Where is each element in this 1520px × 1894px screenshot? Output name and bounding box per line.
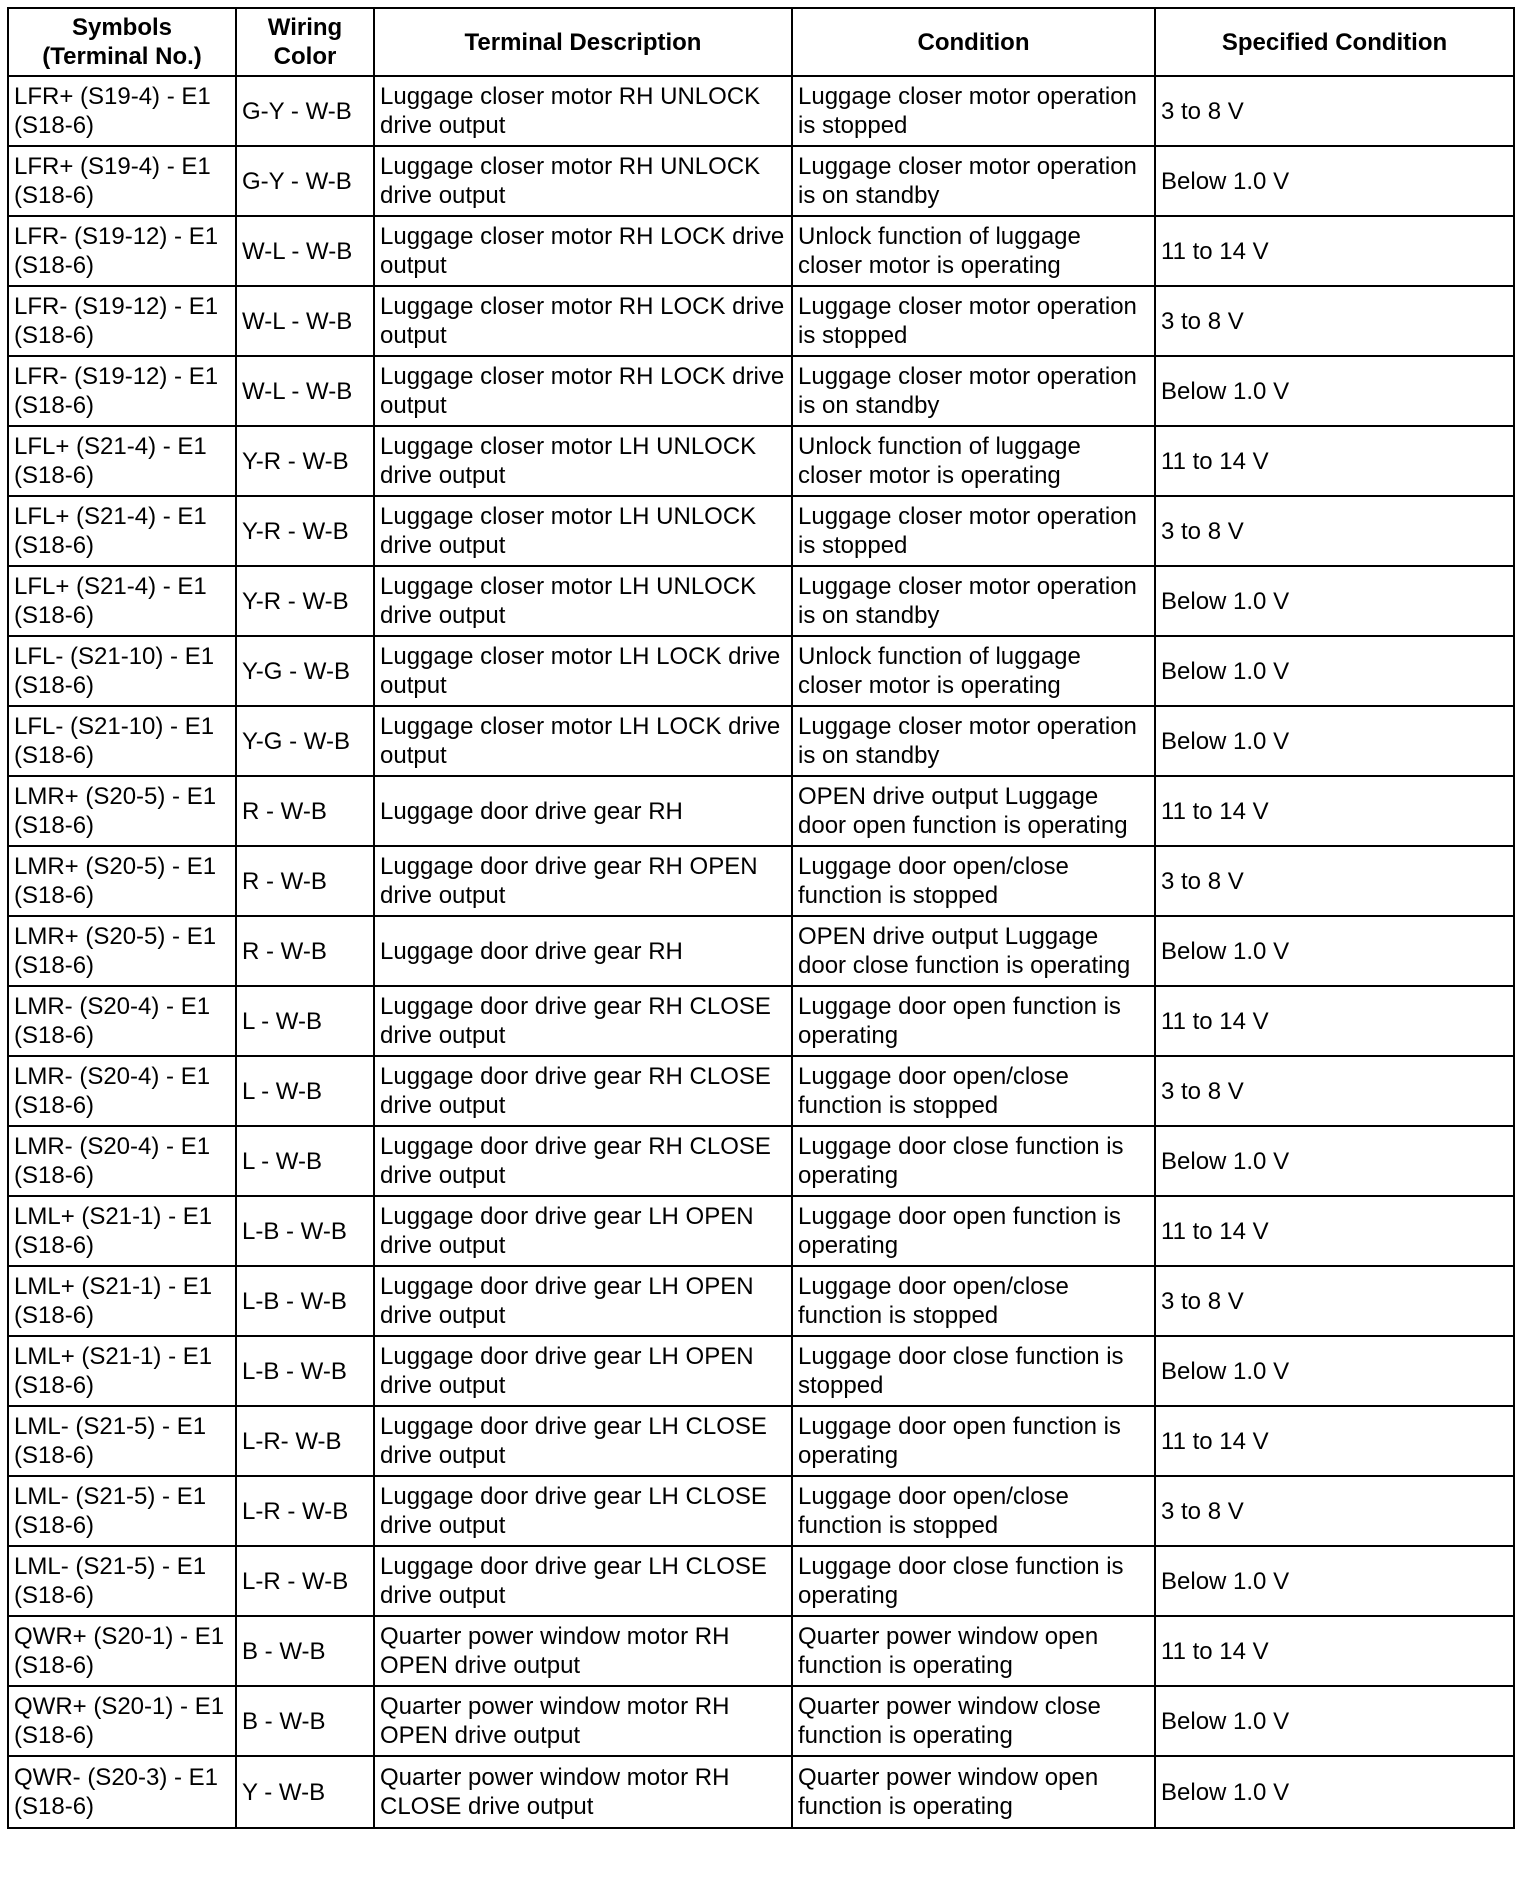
cell-condition: Luggage closer motor operation is stopped <box>792 496 1155 566</box>
cell-condition: Luggage closer motor operation is on standby <box>792 566 1155 636</box>
cell-wiring-color: Y-R - W-B <box>236 496 374 566</box>
cell-terminal-description: Luggage closer motor RH LOCK drive output <box>374 216 792 286</box>
table-row <box>8 776 1514 846</box>
cell-terminal-description: Quarter power window motor RH CLOSE drive output <box>374 1756 792 1828</box>
cell-symbols: LFL- (S21-10) - E1 (S18-6) <box>8 636 236 706</box>
cell-symbols: LMR- (S20-4) - E1 (S18-6) <box>8 986 236 1056</box>
cell-terminal-description: Luggage closer motor RH LOCK drive output <box>374 356 792 426</box>
cell-condition: Luggage closer motor operation is on standby <box>792 146 1155 216</box>
cell-symbols: LMR- (S20-4) - E1 (S18-6) <box>8 1056 236 1126</box>
cell-symbols: LML- (S21-5) - E1 (S18-6) <box>8 1476 236 1546</box>
table-row <box>8 1546 1514 1616</box>
cell-symbols: QWR- (S20-3) - E1 (S18-6) <box>8 1756 236 1828</box>
cell-condition: Unlock function of luggage closer motor is operating <box>792 636 1155 706</box>
cell-symbols: LFR- (S19-12) - E1 (S18-6) <box>8 286 236 356</box>
cell-symbols: QWR+ (S20-1) - E1 (S18-6) <box>8 1686 236 1756</box>
cell-symbols: LFR- (S19-12) - E1 (S18-6) <box>8 216 236 286</box>
cell-specified-condition: 3 to 8 V <box>1155 286 1514 356</box>
table-row <box>8 706 1514 776</box>
cell-specified-condition: 11 to 14 V <box>1155 426 1514 496</box>
cell-specified-condition: 3 to 8 V <box>1155 496 1514 566</box>
cell-wiring-color: L - W-B <box>236 1056 374 1126</box>
cell-terminal-description: Luggage door drive gear RH CLOSE drive output <box>374 1126 792 1196</box>
cell-wiring-color: L-R - W-B <box>236 1546 374 1616</box>
cell-specified-condition: 11 to 14 V <box>1155 1406 1514 1476</box>
cell-condition: Quarter power window open function is operating <box>792 1616 1155 1686</box>
cell-symbols: LML+ (S21-1) - E1 (S18-6) <box>8 1266 236 1336</box>
cell-symbols: LMR+ (S20-5) - E1 (S18-6) <box>8 776 236 846</box>
cell-wiring-color: B - W-B <box>236 1616 374 1686</box>
cell-terminal-description: Luggage closer motor RH UNLOCK drive output <box>374 76 792 146</box>
cell-specified-condition: Below 1.0 V <box>1155 916 1514 986</box>
cell-wiring-color: G-Y - W-B <box>236 146 374 216</box>
table-row <box>8 846 1514 916</box>
cell-wiring-color: L-B - W-B <box>236 1336 374 1406</box>
cell-terminal-description: Luggage door drive gear LH OPEN drive output <box>374 1266 792 1336</box>
cell-terminal-description: Luggage door drive gear RH <box>374 776 792 846</box>
table-row <box>8 1266 1514 1336</box>
cell-condition: OPEN drive output Luggage door close function is operating <box>792 916 1155 986</box>
cell-symbols: LFL- (S21-10) - E1 (S18-6) <box>8 706 236 776</box>
cell-condition: OPEN drive output Luggage door open function is operating <box>792 776 1155 846</box>
table-row <box>8 1056 1514 1126</box>
cell-specified-condition: Below 1.0 V <box>1155 356 1514 426</box>
cell-specified-condition: Below 1.0 V <box>1155 1336 1514 1406</box>
cell-condition: Luggage door open function is operating <box>792 1196 1155 1266</box>
table-row <box>8 916 1514 986</box>
cell-specified-condition: Below 1.0 V <box>1155 636 1514 706</box>
cell-specified-condition: 3 to 8 V <box>1155 1056 1514 1126</box>
table-row <box>8 1686 1514 1756</box>
cell-symbols: LFL+ (S21-4) - E1 (S18-6) <box>8 496 236 566</box>
table-row <box>8 1336 1514 1406</box>
cell-symbols: LML+ (S21-1) - E1 (S18-6) <box>8 1196 236 1266</box>
cell-specified-condition: 3 to 8 V <box>1155 1476 1514 1546</box>
cell-terminal-description: Luggage door drive gear LH CLOSE drive output <box>374 1406 792 1476</box>
cell-condition: Luggage door open/close function is stopped <box>792 1476 1155 1546</box>
cell-terminal-description: Luggage closer motor LH UNLOCK drive output <box>374 426 792 496</box>
cell-symbols: LFL+ (S21-4) - E1 (S18-6) <box>8 566 236 636</box>
cell-wiring-color: W-L - W-B <box>236 356 374 426</box>
table-row <box>8 146 1514 216</box>
cell-symbols: LFL+ (S21-4) - E1 (S18-6) <box>8 426 236 496</box>
table-row <box>8 1126 1514 1196</box>
cell-specified-condition: Below 1.0 V <box>1155 1756 1514 1828</box>
cell-condition: Quarter power window close function is operating <box>792 1686 1155 1756</box>
cell-wiring-color: B - W-B <box>236 1686 374 1756</box>
cell-terminal-description: Luggage closer motor LH LOCK drive output <box>374 636 792 706</box>
header-symbols: Symbols (Terminal No.) <box>8 8 236 76</box>
cell-condition: Quarter power window open function is operating <box>792 1756 1155 1828</box>
cell-specified-condition: 11 to 14 V <box>1155 216 1514 286</box>
cell-terminal-description: Luggage door drive gear RH OPEN drive output <box>374 846 792 916</box>
cell-specified-condition: 3 to 8 V <box>1155 1266 1514 1336</box>
cell-terminal-description: Luggage door drive gear LH CLOSE drive output <box>374 1476 792 1546</box>
cell-terminal-description: Luggage door drive gear RH CLOSE drive output <box>374 986 792 1056</box>
table-row <box>8 426 1514 496</box>
header-terminal-description: Terminal Description <box>374 8 792 76</box>
cell-symbols: LML- (S21-5) - E1 (S18-6) <box>8 1546 236 1616</box>
cell-wiring-color: R - W-B <box>236 916 374 986</box>
cell-wiring-color: W-L - W-B <box>236 216 374 286</box>
cell-terminal-description: Luggage closer motor LH UNLOCK drive output <box>374 496 792 566</box>
table-row <box>8 356 1514 426</box>
table-row <box>8 1616 1514 1686</box>
cell-condition: Luggage door open/close function is stopped <box>792 1056 1155 1126</box>
cell-specified-condition: Below 1.0 V <box>1155 1686 1514 1756</box>
cell-terminal-description: Luggage door drive gear LH OPEN drive output <box>374 1336 792 1406</box>
table-row <box>8 216 1514 286</box>
cell-wiring-color: L - W-B <box>236 986 374 1056</box>
cell-condition: Luggage door close function is operating <box>792 1126 1155 1196</box>
header-wiring-color: Wiring Color <box>236 8 374 76</box>
cell-wiring-color: Y-R - W-B <box>236 566 374 636</box>
cell-condition: Luggage closer motor operation is stopped <box>792 76 1155 146</box>
cell-terminal-description: Luggage door drive gear RH CLOSE drive output <box>374 1056 792 1126</box>
cell-wiring-color: Y-G - W-B <box>236 706 374 776</box>
cell-terminal-description: Luggage closer motor LH UNLOCK drive output <box>374 566 792 636</box>
cell-condition: Luggage closer motor operation is on standby <box>792 356 1155 426</box>
cell-wiring-color: G-Y - W-B <box>236 76 374 146</box>
cell-condition: Unlock function of luggage closer motor is operating <box>792 426 1155 496</box>
cell-terminal-description: Luggage door drive gear RH <box>374 916 792 986</box>
cell-wiring-color: L-B - W-B <box>236 1266 374 1336</box>
cell-wiring-color: W-L - W-B <box>236 286 374 356</box>
cell-specified-condition: 11 to 14 V <box>1155 776 1514 846</box>
table-row <box>8 496 1514 566</box>
table-row <box>8 636 1514 706</box>
header-specified-condition: Specified Condition <box>1155 8 1514 76</box>
cell-terminal-description: Quarter power window motor RH OPEN drive output <box>374 1616 792 1686</box>
cell-specified-condition: Below 1.0 V <box>1155 566 1514 636</box>
cell-wiring-color: L-B - W-B <box>236 1196 374 1266</box>
table-row <box>8 1406 1514 1476</box>
cell-wiring-color: L-R - W-B <box>236 1476 374 1546</box>
cell-specified-condition: 3 to 8 V <box>1155 76 1514 146</box>
cell-terminal-description: Luggage door drive gear LH OPEN drive output <box>374 1196 792 1266</box>
cell-symbols: LMR- (S20-4) - E1 (S18-6) <box>8 1126 236 1196</box>
cell-condition: Luggage door open function is operating <box>792 986 1155 1056</box>
cell-symbols: LML- (S21-5) - E1 (S18-6) <box>8 1406 236 1476</box>
cell-condition: Luggage door close function is operating <box>792 1546 1155 1616</box>
cell-wiring-color: R - W-B <box>236 776 374 846</box>
cell-symbols: LMR+ (S20-5) - E1 (S18-6) <box>8 846 236 916</box>
cell-specified-condition: Below 1.0 V <box>1155 706 1514 776</box>
cell-symbols: LFR+ (S19-4) - E1 (S18-6) <box>8 76 236 146</box>
cell-specified-condition: 11 to 14 V <box>1155 986 1514 1056</box>
cell-specified-condition: 3 to 8 V <box>1155 846 1514 916</box>
table-body <box>8 76 1514 1828</box>
cell-wiring-color: Y - W-B <box>236 1756 374 1828</box>
cell-condition: Luggage door close function is stopped <box>792 1336 1155 1406</box>
cell-symbols: LMR+ (S20-5) - E1 (S18-6) <box>8 916 236 986</box>
table-row <box>8 1476 1514 1546</box>
table-header-row <box>8 8 1514 76</box>
table-row <box>8 76 1514 146</box>
table-row <box>8 286 1514 356</box>
cell-condition: Luggage door open/close function is stopped <box>792 846 1155 916</box>
cell-terminal-description: Luggage closer motor RH LOCK drive output <box>374 286 792 356</box>
cell-wiring-color: Y-R - W-B <box>236 426 374 496</box>
cell-wiring-color: L - W-B <box>236 1126 374 1196</box>
table-row <box>8 566 1514 636</box>
cell-specified-condition: Below 1.0 V <box>1155 1126 1514 1196</box>
cell-condition: Luggage closer motor operation is on standby <box>792 706 1155 776</box>
cell-wiring-color: Y-G - W-B <box>236 636 374 706</box>
cell-terminal-description: Luggage closer motor RH UNLOCK drive output <box>374 146 792 216</box>
cell-specified-condition: 11 to 14 V <box>1155 1196 1514 1266</box>
cell-condition: Unlock function of luggage closer motor is operating <box>792 216 1155 286</box>
cell-condition: Luggage closer motor operation is stopped <box>792 286 1155 356</box>
cell-symbols: LFR+ (S19-4) - E1 (S18-6) <box>8 146 236 216</box>
header-condition: Condition <box>792 8 1155 76</box>
cell-wiring-color: L-R- W-B <box>236 1406 374 1476</box>
cell-terminal-description: Luggage closer motor LH LOCK drive output <box>374 706 792 776</box>
cell-symbols: LML+ (S21-1) - E1 (S18-6) <box>8 1336 236 1406</box>
table-row <box>8 1756 1514 1828</box>
cell-terminal-description: Quarter power window motor RH OPEN drive output <box>374 1686 792 1756</box>
cell-terminal-description: Luggage door drive gear LH CLOSE drive output <box>374 1546 792 1616</box>
cell-specified-condition: 11 to 14 V <box>1155 1616 1514 1686</box>
cell-symbols: LFR- (S19-12) - E1 (S18-6) <box>8 356 236 426</box>
terminal-spec-table <box>7 7 1515 1829</box>
table-row <box>8 1196 1514 1266</box>
cell-condition: Luggage door open function is operating <box>792 1406 1155 1476</box>
cell-symbols: QWR+ (S20-1) - E1 (S18-6) <box>8 1616 236 1686</box>
table-row <box>8 986 1514 1056</box>
cell-condition: Luggage door open/close function is stopped <box>792 1266 1155 1336</box>
cell-wiring-color: R - W-B <box>236 846 374 916</box>
cell-specified-condition: Below 1.0 V <box>1155 146 1514 216</box>
cell-specified-condition: Below 1.0 V <box>1155 1546 1514 1616</box>
